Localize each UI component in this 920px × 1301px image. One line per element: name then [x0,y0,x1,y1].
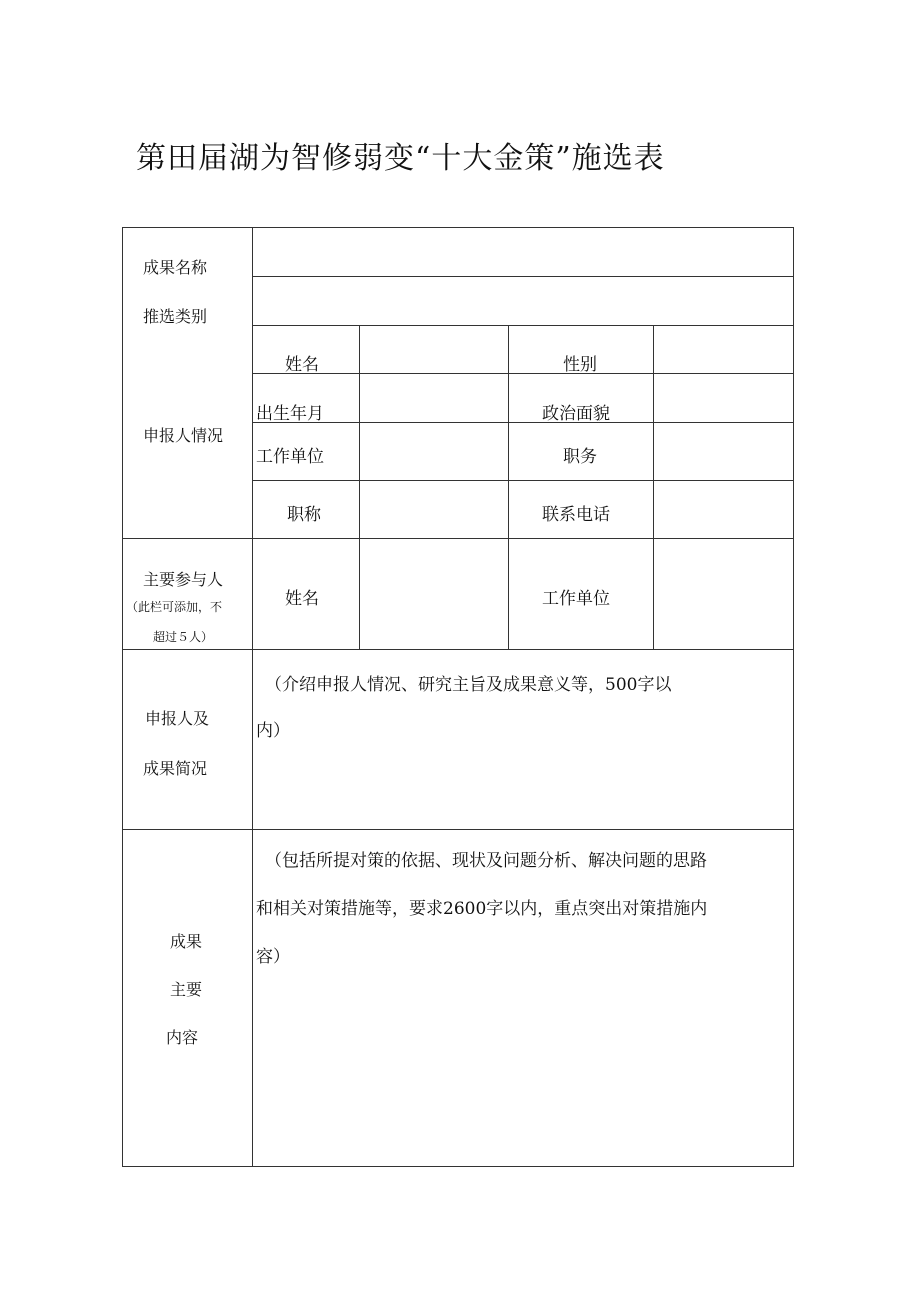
result-name-label: 成果名称 [143,258,208,277]
main-content-field[interactable] [253,830,793,1166]
birth-label: 出生年月 [256,404,324,424]
summary-instruction-line1: （介绍申报人情况、研究主旨及成果意义等，500字以 [265,675,672,695]
content-instruction-line2: 和相关对策措施等，要求2600字以内，重点突出对策措施内 [256,899,708,919]
applicant-info-label: 申报人情况 [143,426,224,445]
gender-field[interactable] [654,326,793,373]
content-instruction-line3: 容） [256,947,290,967]
phone-field[interactable] [654,481,793,538]
summary-label-line2: 成果简况 [143,759,208,778]
summary-instruction-line2: 内） [256,721,290,741]
title-rank-field[interactable] [360,481,508,538]
participant-name-field[interactable] [360,539,508,649]
category-field[interactable] [253,277,793,325]
birth-field[interactable] [360,374,508,422]
position-field[interactable] [654,423,793,480]
participants-note-line2: 超过５人） [153,630,214,644]
category-label: 推选类别 [143,307,208,326]
content-label-line1: 成果 [170,932,203,951]
participants-note-line1: （此栏可添加，不 [126,600,223,614]
name-field[interactable] [360,326,508,373]
result-name-field[interactable] [253,228,793,276]
content-label-line3: 内容 [166,1028,199,1047]
table-border-right [793,227,794,1167]
position-label: 职务 [563,447,597,467]
table-border-bottom [122,1166,794,1167]
phone-label: 联系电话 [542,505,610,525]
gender-label: 性别 [563,355,597,375]
political-status-field[interactable] [654,374,793,422]
participant-unit-field[interactable] [654,539,793,649]
work-unit-field[interactable] [360,423,508,480]
summary-label-line1: 申报人及 [145,709,210,728]
content-instruction-line1: （包括所提对策的依据、现状及问题分析、解决问题的思路 [265,851,707,871]
summary-field[interactable] [253,650,793,829]
participant-name-label: 姓名 [285,589,319,609]
work-unit-label: 工作单位 [256,447,324,467]
page-title: 第田届湖为智修弱变“十大金策”施选表 [136,141,665,176]
table-border-left [122,227,123,1167]
name-label: 姓名 [285,355,319,375]
table-divider [508,325,509,650]
title-rank-label: 职称 [287,505,321,525]
political-status-label: 政治面貌 [542,404,610,424]
content-label-line2: 主要 [170,980,203,999]
participant-unit-label: 工作单位 [542,589,610,609]
participants-label: 主要参与人 [143,570,224,589]
